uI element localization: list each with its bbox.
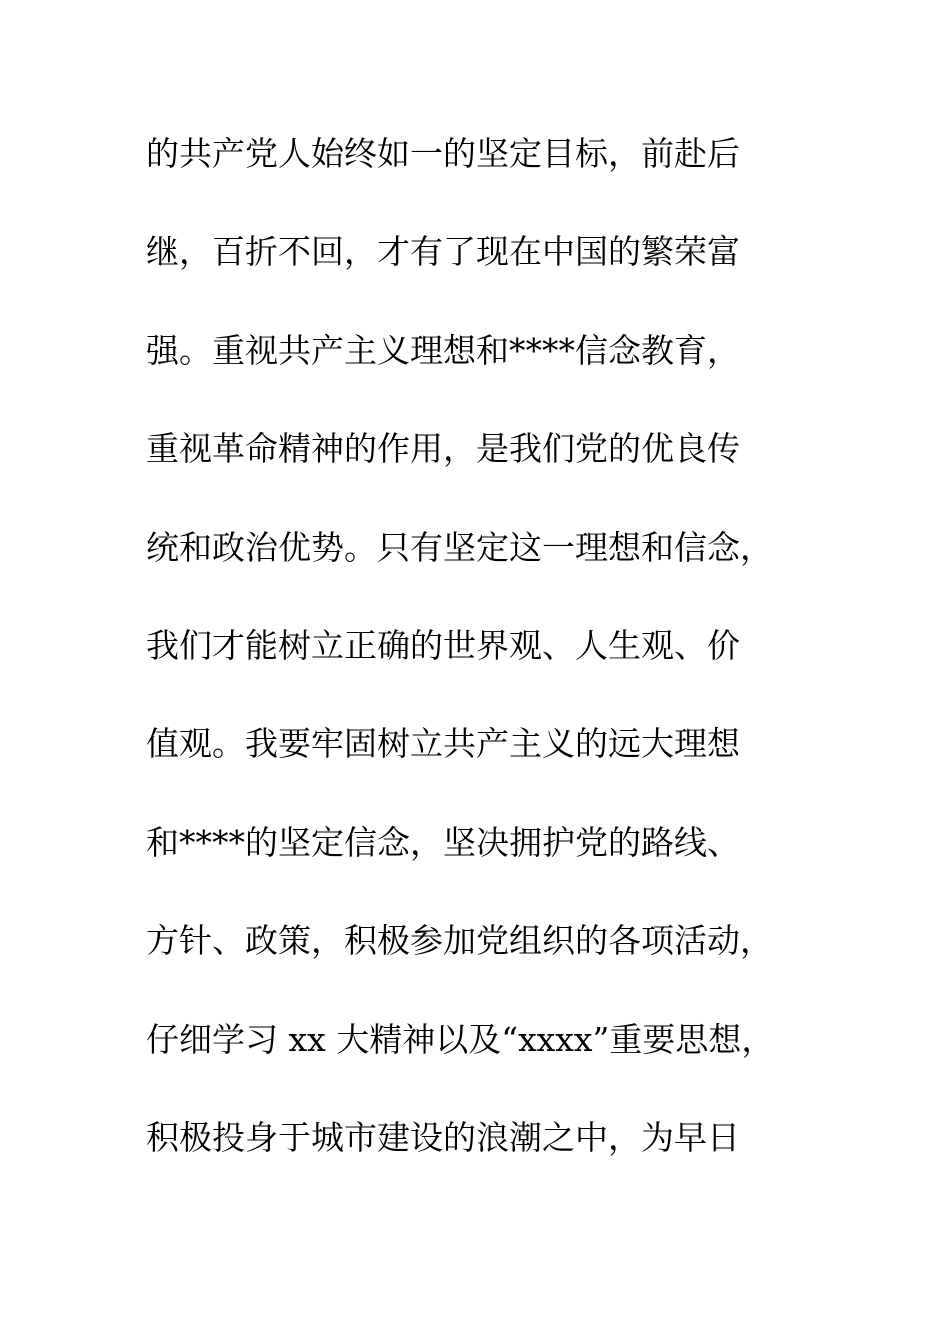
text-line-9: 方针、政策，积极参加党组织的各项活动， <box>146 921 773 961</box>
body-text <box>146 124 846 1206</box>
text-line-10: 仔细学习 xx 大精神以及“xxxx”重要思想， <box>146 1019 775 1059</box>
text-line-11: 积极投身于城市建设的浪潮之中，为早日 <box>146 1117 740 1157</box>
text-line-1: 的共产党人始终如一的坚定目标，前赴后 <box>146 134 740 173</box>
text-line-3: 强。重视共产主义理想和****信念教育， <box>146 330 740 370</box>
text-line-7: 值观。我要牢固树立共产主义的远大理想 <box>146 724 740 764</box>
text-line-2: 继，百折不回，才有了现在中国的繁荣富 <box>146 232 740 272</box>
text-line-6: 我们才能树立正确的世界观、人生观、价 <box>146 625 740 665</box>
text-line-8: 和****的坚定信念，坚决拥护党的路线、 <box>146 822 740 862</box>
text-line-4: 重视革命精神的作用，是我们党的优良传 <box>146 429 740 469</box>
text-line-5: 统和政治优势。只有坚定这一理想和信念， <box>146 527 773 567</box>
